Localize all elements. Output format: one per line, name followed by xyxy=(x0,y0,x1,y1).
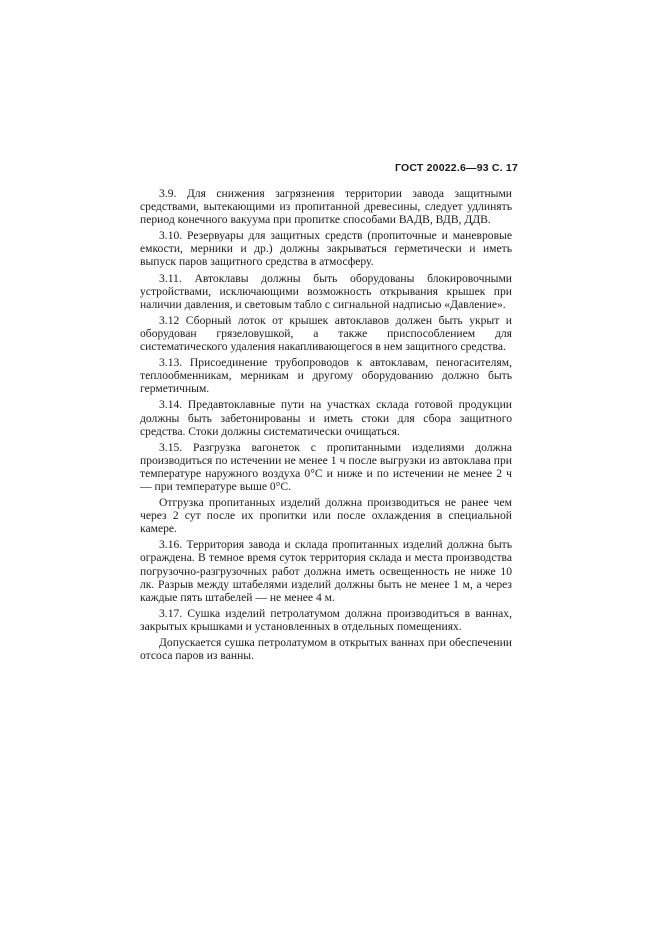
standard-header: ГОСТ 20022.6—93 С. 17 xyxy=(395,162,518,174)
paragraph-3-15-shipping: Отгрузка пропитанных изделий должна производиться не ранее чем через 2 сут после их пропитки или после охлаждения в специальной камере. xyxy=(140,496,512,536)
paragraph-3-12: 3.12 Сборный лоток от крышек автоклавов должен быть укрыт и оборудован грязеловушкой, а также приспособлением для систематического удаления накапливающегося в нем защитного средства. xyxy=(140,313,512,354)
paragraph-3-17: 3.17. Сушка изделий петролатумом должна производиться в ваннах, закрытых крышками и установленных в отдельных помещениях. xyxy=(140,606,512,633)
document-body xyxy=(140,187,512,665)
paragraph-3-14: 3.14. Предавтоклавные пути на участках склада готовой продукции должны быть забетонированы и иметь стоки для сбора защитного средства. Стоки должны систематически очищаться. xyxy=(140,398,512,438)
paragraph-3-16: 3.16. Территория завода и склада пропитанных изделий должна быть ограждена. В темное время суток территория склада и места производства погрузочно-разгрузочных работ должна иметь освещенность не ниже 10 лк. Разрыв между штабелями изделий должны быть не менее 1 м, а через каждые пять штабелей — не менее 4 м. xyxy=(140,538,512,604)
paragraph-3-9: 3.9. Для снижения загрязнения территории завода защитными средствами, вытекающими из пропитанной древесины, следует удлинять период конечного вакуума при пропитке способами ВАДВ, ВДВ, ДДВ. xyxy=(140,187,512,227)
paragraph-3-11: 3.11. Автоклавы должны быть оборудованы блокировочными устройствами, исключающими возможность открывания крышек при наличии давления, и световым табло с сигнальной надписью «Давление». xyxy=(140,271,512,311)
paragraph-3-13: 3.13. Присоединение трубопроводов к автоклавам, пеногасителям, теплообменникам, мерникам и другому оборудованию должно быть герметичным. xyxy=(140,356,512,396)
paragraph-3-10: 3.10. Резервуары для защитных средств (пропиточные и маневровые емкости, мерники и др.) должны закрываться герметически и иметь выпуск паров защитного средства в атмосферу. xyxy=(140,229,512,269)
paragraph-3-15: 3.15. Разгрузка вагонеток с пропитанными изделиями должна производиться по истечении не менее 1 ч после выгрузки из автоклава при температуре наружного воздуха 0°С и ниже и по истечении не менее 2 ч — при температуре выше 0°С. xyxy=(140,440,512,493)
paragraph-3-17-open-baths: Допускается сушка петролатумом в открытых ваннах при обеспечении отсоса паров из ванны. xyxy=(140,636,512,663)
